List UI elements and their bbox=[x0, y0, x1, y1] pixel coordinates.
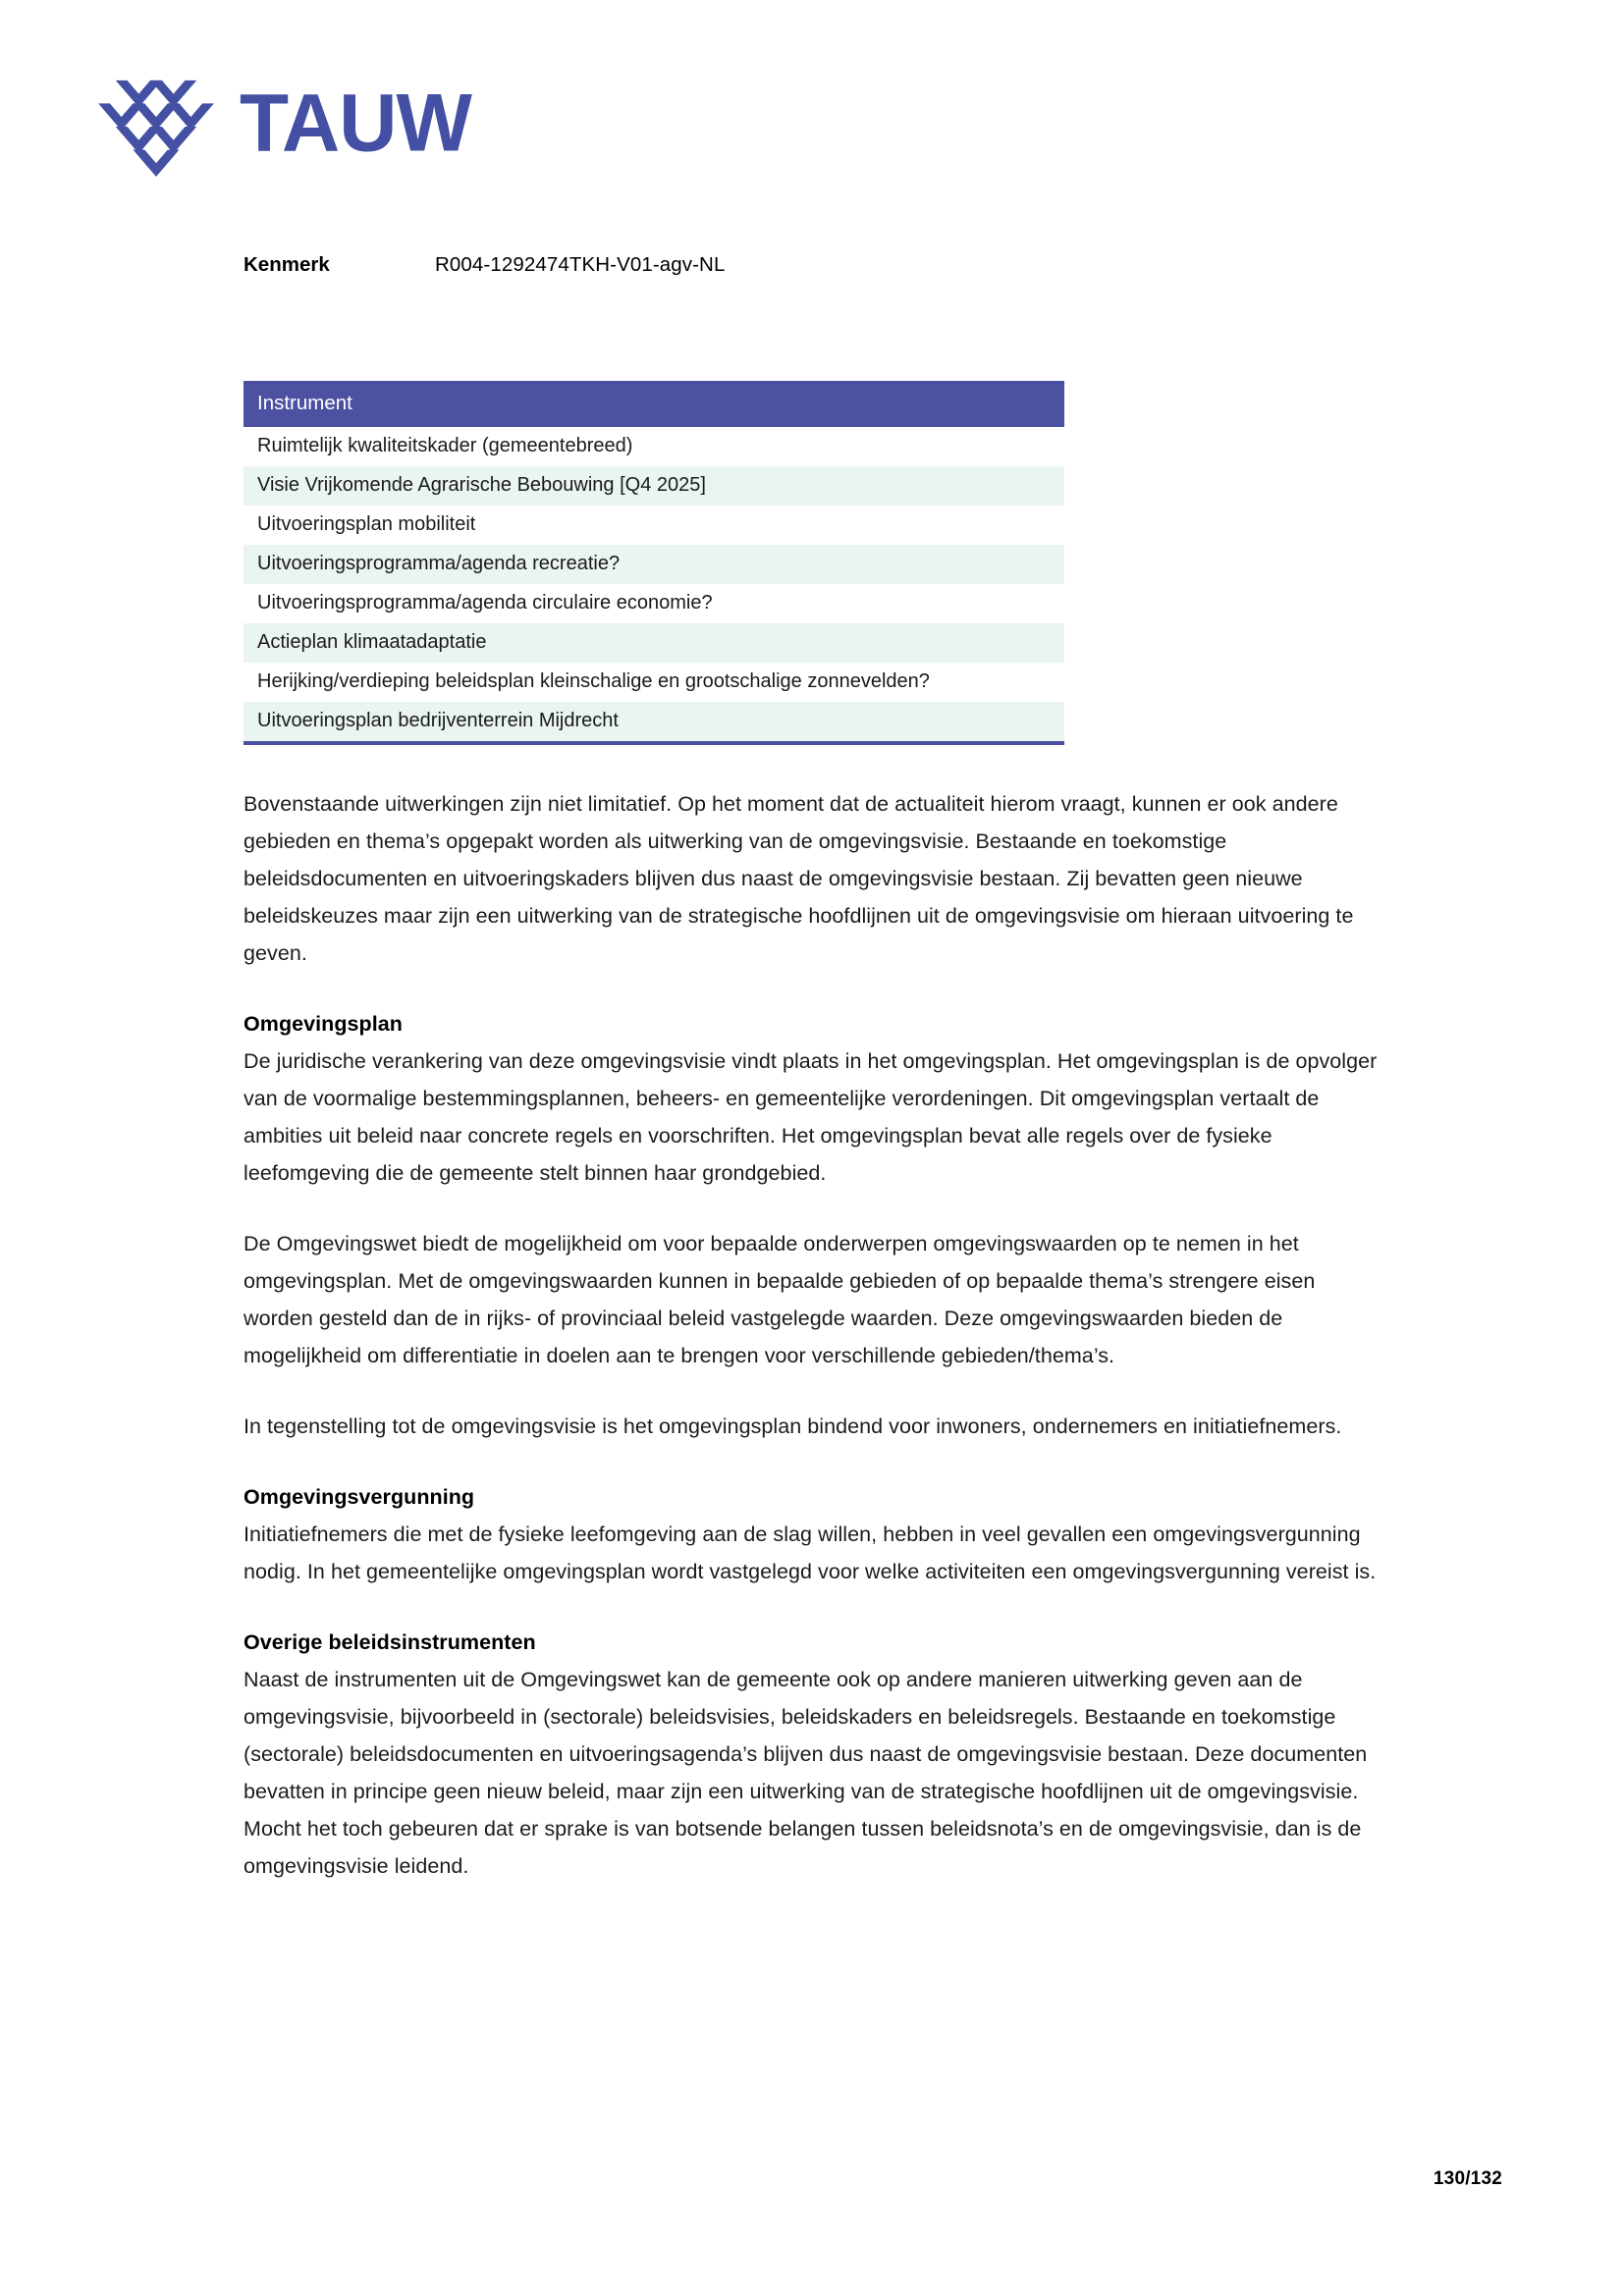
page-number: 130/132 bbox=[1433, 2168, 1502, 2189]
instrument-cell: Ruimtelijk kwaliteitskader (gemeentebreed) bbox=[244, 426, 1064, 466]
instrument-cell: Uitvoeringsprogramma/agenda circulaire economie? bbox=[244, 584, 1064, 623]
table-body bbox=[244, 426, 1064, 743]
section-heading: Omgevingsplan bbox=[244, 1012, 403, 1036]
intro-paragraph: Bovenstaande uitwerkingen zijn niet limitatief. Op het moment dat de actualiteit hierom vraagt, kunnen er ook andere gebieden en thema’s opgepakt worden als uitwerking van de omgevingsvisie. Bestaande en toekomstige beleidsdocumenten en uitvoeringskaders blijven dus naast de omgevingsvisie bestaan. Zij bevatten geen nieuwe beleidskeuzes maar zijn een uitwerking van de strategische hoofdlijnen uit de omgevingsvisie om hieraan uitvoering te geven. bbox=[244, 792, 1354, 965]
table-header-row bbox=[244, 383, 1064, 427]
instrument-cell: Uitvoeringsprogramma/agenda recreatie? bbox=[244, 545, 1064, 584]
reference-value: R004-1292474TKH-V01-agv-NL bbox=[435, 253, 726, 276]
table-row bbox=[244, 702, 1064, 743]
section-paragraph: Initiatiefnemers die met de fysieke leefomgeving aan de slag willen, hebben in veel gevallen een omgevingsvergunning nodig. In het gemeentelijke omgevingsplan wordt vastgelegd voor welke activiteiten een omgevingsvergunning vereist is. bbox=[244, 1522, 1377, 1583]
table-row bbox=[244, 663, 1064, 702]
document-body bbox=[244, 785, 1382, 1918]
column-header-instrument: Instrument bbox=[244, 383, 1064, 427]
tauw-logo bbox=[98, 71, 471, 177]
section-heading: Overige beleidsinstrumenten bbox=[244, 1630, 536, 1654]
instrument-cell: Herijking/verdieping beleidsplan kleinschalige en grootschalige zonnevelden? bbox=[244, 663, 1064, 702]
table-row bbox=[244, 545, 1064, 584]
table-row bbox=[244, 426, 1064, 466]
section-paragraph: In tegenstelling tot de omgevingsvisie is het omgevingsplan bindend voor inwoners, ondernemers en initiatiefnemers. bbox=[244, 1415, 1342, 1438]
section-paragraph: De Omgevingswet biedt de mogelijkheid om voor bepaalde onderwerpen omgevingswaarden op te nemen in het omgevingsplan. Met de omgevingswaarden kunnen in bepaalde gebieden of op bepaalde thema’s strengere eisen worden gesteld dan de in rijks- of provinciaal beleid vastgelegde waarden. Deze omgevingswaarden bieden de mogelijkheid om differentiatie in doelen aan te brengen voor verschillende gebieden/thema’s. bbox=[244, 1232, 1316, 1367]
instrument-cell: Uitvoeringsplan mobiliteit bbox=[244, 506, 1064, 545]
body-section bbox=[244, 1624, 1382, 1885]
tauw-chevron-lattice-logo-icon bbox=[98, 71, 214, 177]
instrument-cell: Visie Vrijkomende Agrarische Bebouwing [Q4 2025] bbox=[244, 466, 1064, 506]
table-row bbox=[244, 506, 1064, 545]
document-reference bbox=[244, 253, 725, 278]
table-row bbox=[244, 584, 1064, 623]
instrument-cell: Uitvoeringsplan bedrijventerrein Mijdrecht bbox=[244, 702, 1064, 743]
body-sections bbox=[244, 1005, 1382, 1885]
body-section bbox=[244, 1478, 1382, 1590]
table-row bbox=[244, 466, 1064, 506]
section-heading: Omgevingsvergunning bbox=[244, 1485, 475, 1509]
section-paragraph: Naast de instrumenten uit de Omgevingswet kan de gemeente ook op andere manieren uitwerking geven aan de omgevingsvisie, bijvoorbeeld in (sectorale) beleidsvisies, beleidskaders en beleidsregels. Bestaande en toekomstige (sectorale) beleidsdocumenten en uitvoeringsagenda’s blijven dus naast de omgevingsvisie bestaan. Deze documenten bevatten in principe geen nieuw beleid, maar zijn een uitwerking van de strategische hoofdlijnen uit de omgevingsvisie. Mocht het toch gebeuren dat er sprake is van botsende belangen tussen beleidsnota’s en de omgevingsvisie, dan is de omgevingsvisie leidend. bbox=[244, 1668, 1368, 1878]
body-section bbox=[244, 1005, 1382, 1445]
reference-label: Kenmerk bbox=[244, 253, 330, 276]
instrument-cell: Actieplan klimaatadaptatie bbox=[244, 623, 1064, 663]
brand-wordmark: TAUW bbox=[240, 78, 471, 169]
table-row bbox=[244, 623, 1064, 663]
section-paragraph: De juridische verankering van deze omgevingsvisie vindt plaats in het omgevingsplan. Het omgevingsplan is de opvolger van de voormalige bestemmingsplannen, beheers- en gemeentelijke verordeningen. Dit omgevingsplan vertaalt de ambities uit beleid naar concrete regels en voorschriften. Het omgevingsplan bevat alle regels over de fysieke leefomgeving die de gemeente stelt binnen haar grondgebied. bbox=[244, 1049, 1378, 1185]
instrument-table bbox=[244, 381, 1064, 745]
